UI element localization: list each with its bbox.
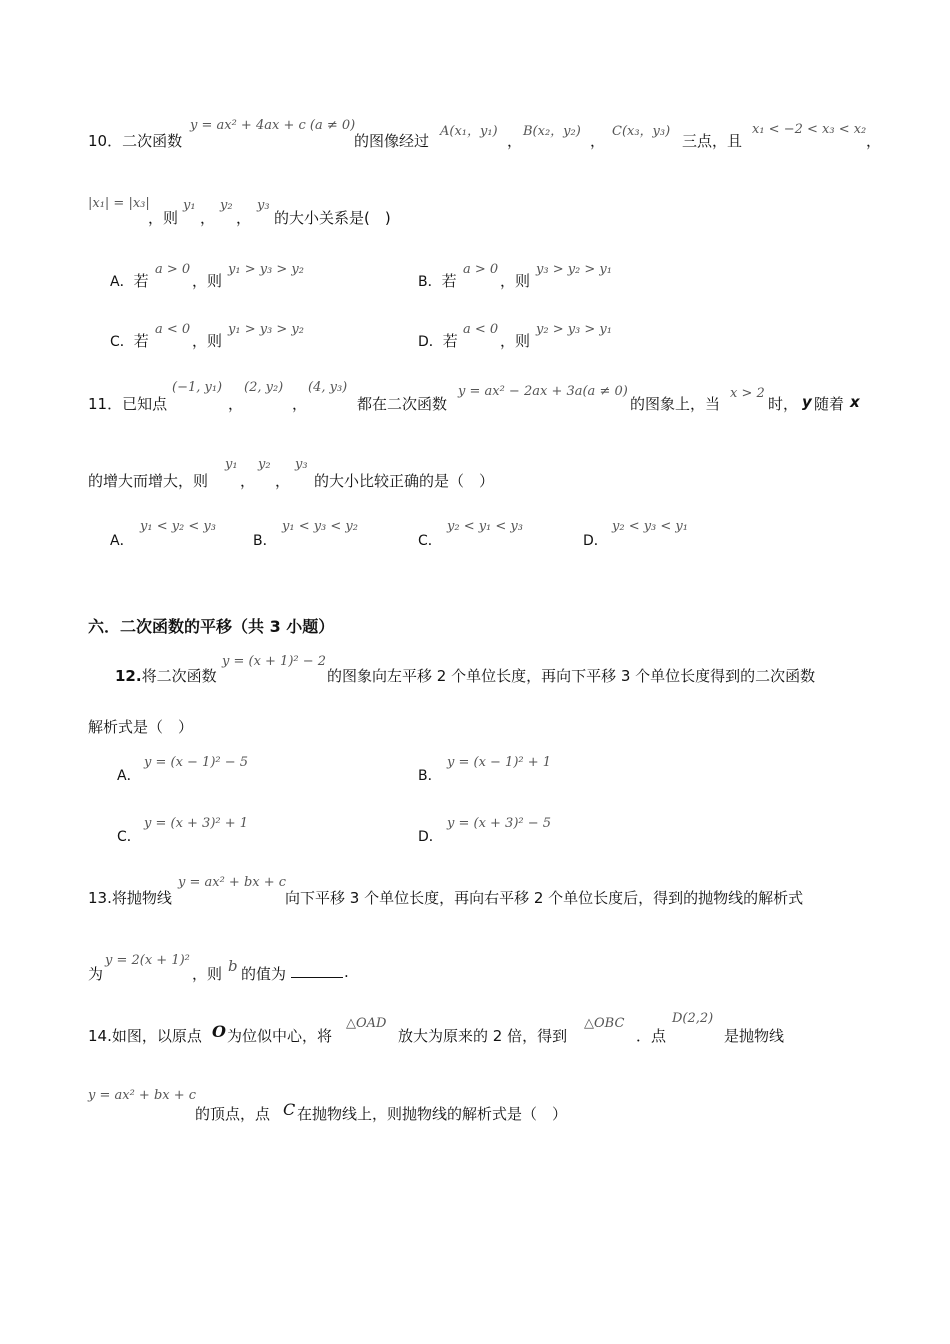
q10-point-c: C(x₃，y₃) xyxy=(612,124,671,139)
q11-line1: 11．已知点 xyxy=(88,395,168,413)
q12-number: 12. xyxy=(115,667,142,685)
q11-number: 11． xyxy=(88,395,123,413)
q11-option-b[interactable]: B． xyxy=(253,533,277,549)
q13-result-function: y = 2(x + 1)² xyxy=(105,953,190,968)
q10-option-d[interactable]: D．若 xyxy=(418,332,458,350)
q12-line1: 12.将二次函数 xyxy=(115,667,217,685)
q12-function: y = (x + 1)² − 2 xyxy=(222,654,327,669)
q10-option-a[interactable]: A．若 xyxy=(110,272,149,290)
q10-option-c[interactable]: C．若 xyxy=(110,332,149,350)
q10-condition-2: |x₁| = |x₃| xyxy=(88,196,150,211)
q11-function: y = ax² − 2ax + 3a(a ≠ 0) xyxy=(458,384,628,399)
q10-condition-1: x₁ < −2 < x₃ < x₂ xyxy=(752,122,867,137)
q11-point-1: (−1, y₁) xyxy=(172,380,223,395)
q12-option-a[interactable]: A． xyxy=(117,768,141,784)
q12-option-d[interactable]: D． xyxy=(418,829,443,845)
q13-line1: 13.将抛物线 xyxy=(88,889,172,907)
q10-number: 10． xyxy=(88,132,123,150)
q13-function: y = ax² + bx + c xyxy=(178,875,287,890)
q10-function: y = ax² + 4ax + c (a ≠ 0) xyxy=(190,118,356,133)
q10-point-a: A(x₁，y₁) xyxy=(440,124,498,139)
q12-option-b[interactable]: B． xyxy=(418,768,442,784)
q14-point-d: D(2,2) xyxy=(672,1011,714,1026)
section-heading: 六．二次函数的平移（共 3 小题） xyxy=(88,617,335,636)
q14-triangle-obc: △OBC xyxy=(584,1016,625,1031)
q14-function: y = ax² + bx + c xyxy=(88,1088,197,1103)
q10-option-b[interactable]: B．若 xyxy=(418,272,457,290)
q11-point-2: (2, y₂) xyxy=(244,380,284,395)
q13-number: 13. xyxy=(88,889,112,907)
q14-line1: 14.如图，以原点 xyxy=(88,1027,202,1045)
q11-option-c[interactable]: C． xyxy=(418,533,442,549)
q13-answer-blank[interactable] xyxy=(291,963,343,978)
q14-triangle-oad: △OAD xyxy=(346,1016,387,1031)
q10-line1: 10．二次函数 xyxy=(88,132,183,150)
q10-point-b: B(x₂，y₂) xyxy=(523,124,581,139)
q14-number: 14. xyxy=(88,1027,112,1045)
q11-point-3: (4, y₃) xyxy=(308,380,348,395)
q11-option-a[interactable]: A． xyxy=(110,533,134,549)
q11-option-d[interactable]: D． xyxy=(583,533,608,549)
q12-option-c[interactable]: C． xyxy=(117,829,141,845)
